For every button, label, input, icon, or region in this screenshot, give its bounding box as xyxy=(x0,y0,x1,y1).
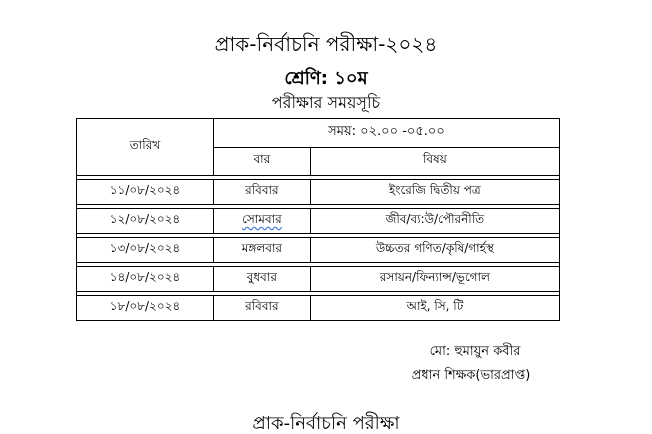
next-page-heading xyxy=(0,413,652,434)
day-cell: সোমবার xyxy=(214,209,311,234)
date-cell: ১৩/০৮/২০২৪ xyxy=(77,238,214,263)
exam-routine-table xyxy=(76,118,560,321)
date-cell: ১১/০৮/২০২৪ xyxy=(77,180,214,205)
exam-title: প্রাক-নির্বাচনি পরীক্ষা-২০২৪ xyxy=(214,32,438,56)
date-column-header: তারিখ xyxy=(77,119,214,176)
day-cell: বুধবার xyxy=(214,267,311,292)
day-cell: রবিবার xyxy=(214,296,311,321)
subject-cell: জীব/ব্য:উ/পৌরনীতি xyxy=(310,209,559,234)
schedule-label: পরীক্ষার সময়সূচি xyxy=(271,93,381,112)
table-header-row xyxy=(77,119,560,148)
day-cell: মঙ্গলবার xyxy=(214,238,311,263)
table-row xyxy=(77,238,560,263)
table-row xyxy=(77,180,560,205)
next-page-heading-text: প্রাক-নির্বাচনি পরীক্ষা xyxy=(252,413,400,434)
subject-cell: ইংরেজি দ্বিতীয় পত্র xyxy=(310,180,559,205)
date-cell: ১৮/০৮/২০২৪ xyxy=(77,296,214,321)
signatory-title: প্রধান শিক্ষক(ভারপ্রাপ্ত) xyxy=(411,368,531,383)
day-column-header: বার xyxy=(214,147,311,176)
subject-column-header: বিষয় xyxy=(310,147,559,176)
time-header: সময়: ০২.০০ -০৫.০০ xyxy=(214,119,560,148)
table-row xyxy=(77,209,560,234)
day-cell: রবিবার xyxy=(214,180,311,205)
signatory-name: মো: হুমায়ুন কবীর xyxy=(429,344,521,359)
date-cell: ১৪/০৮/২০২৪ xyxy=(77,267,214,292)
date-cell: ১২/০৮/২০২৪ xyxy=(77,209,214,234)
table-row xyxy=(77,267,560,292)
subject-cell: উচ্চতর গণিত/কৃষি/গার্হস্থ xyxy=(310,238,559,263)
class-label: শ্রেণি: ১০ম xyxy=(284,68,368,89)
subject-cell: রসায়ন/ফিন্যান্স/ভূগোল xyxy=(310,267,559,292)
subject-cell: আই, সি, টি xyxy=(310,296,559,321)
table-row xyxy=(77,296,560,321)
